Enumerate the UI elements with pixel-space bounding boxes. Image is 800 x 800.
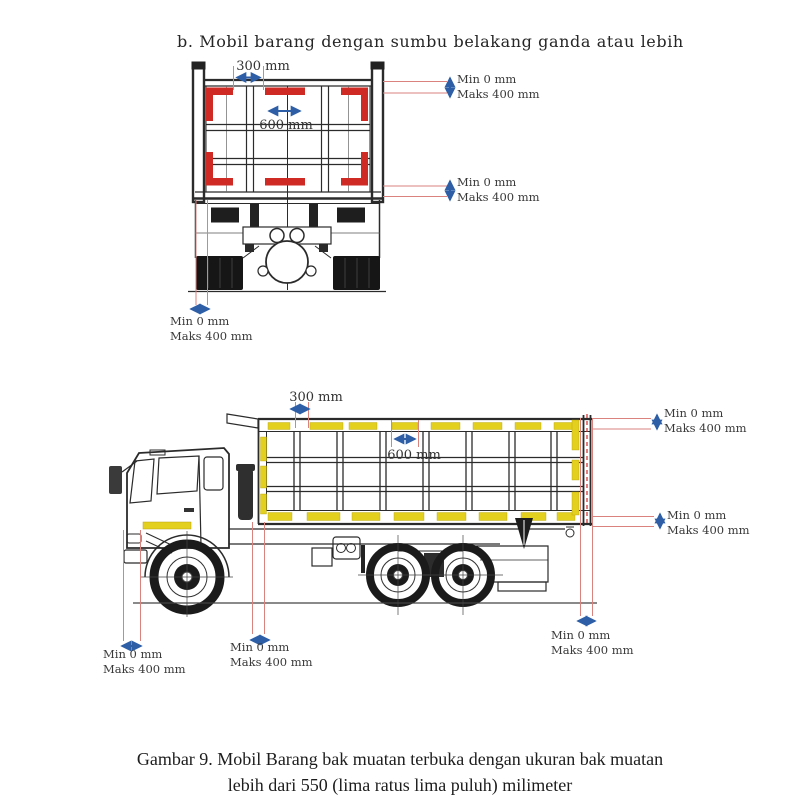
annotation-min-label: Min 0 mm (170, 314, 230, 328)
annotation-side-bottom-right (551, 628, 634, 657)
annotation-maks-label: Maks 400 mm (457, 189, 540, 204)
dimension-label-600: 600 mm (259, 118, 313, 133)
annotation-side-bottom-mid (230, 640, 313, 669)
reflective-marking-yellow (143, 522, 191, 529)
annotation-min-label: Min 0 mm (230, 640, 290, 654)
annotation-rear-mid-right (457, 175, 540, 204)
annotation-rear-bottom-left (170, 314, 253, 343)
dimension-label-300: 300 mm (289, 390, 343, 405)
annotation-side-top-right (664, 406, 747, 435)
annotation-min-label: Min 0 mm (551, 628, 611, 642)
figure-heading: b. Mobil barang dengan sumbu belakang ganda atau lebih (177, 32, 684, 51)
annotation-min-label: Min 0 mm (664, 406, 724, 420)
dimension-label-600: 600 mm (387, 448, 441, 463)
caption-line-2: lebih dari 550 (lima ratus lima puluh) milimeter (227, 775, 573, 796)
annotation-min-label: Min 0 mm (103, 647, 163, 661)
annotation-maks-label: Maks 400 mm (230, 654, 313, 669)
annotation-side-bottom-left (103, 647, 186, 676)
annotation-rear-top-right (457, 72, 540, 101)
annotation-side-mid-right (667, 508, 750, 537)
truck-side-view-drawing (109, 414, 597, 617)
caption-line-1: Gambar 9. Mobil Barang bak muatan terbuka dengan ukuran bak muatan (136, 749, 664, 769)
side-mirror (109, 466, 122, 494)
annotation-maks-label: Maks 400 mm (551, 642, 634, 657)
reflective-marking-yellow (261, 420, 580, 521)
annotation-maks-label: Maks 400 mm (667, 522, 750, 537)
rear-wheel-right (333, 256, 380, 290)
rear-wheel-left (196, 256, 243, 290)
annotation-maks-label: Maks 400 mm (103, 661, 186, 676)
annotation-min-label: Min 0 mm (457, 175, 517, 189)
dimension-label-300: 300 mm (236, 59, 290, 74)
annotation-maks-label: Maks 400 mm (457, 86, 540, 101)
annotation-maks-label: Maks 400 mm (170, 328, 253, 343)
annotation-min-label: Min 0 mm (457, 72, 517, 86)
annotation-maks-label: Maks 400 mm (664, 420, 747, 435)
truck-rear-view-drawing (188, 62, 386, 292)
annotation-min-label: Min 0 mm (667, 508, 727, 522)
figure-caption (0, 746, 800, 798)
